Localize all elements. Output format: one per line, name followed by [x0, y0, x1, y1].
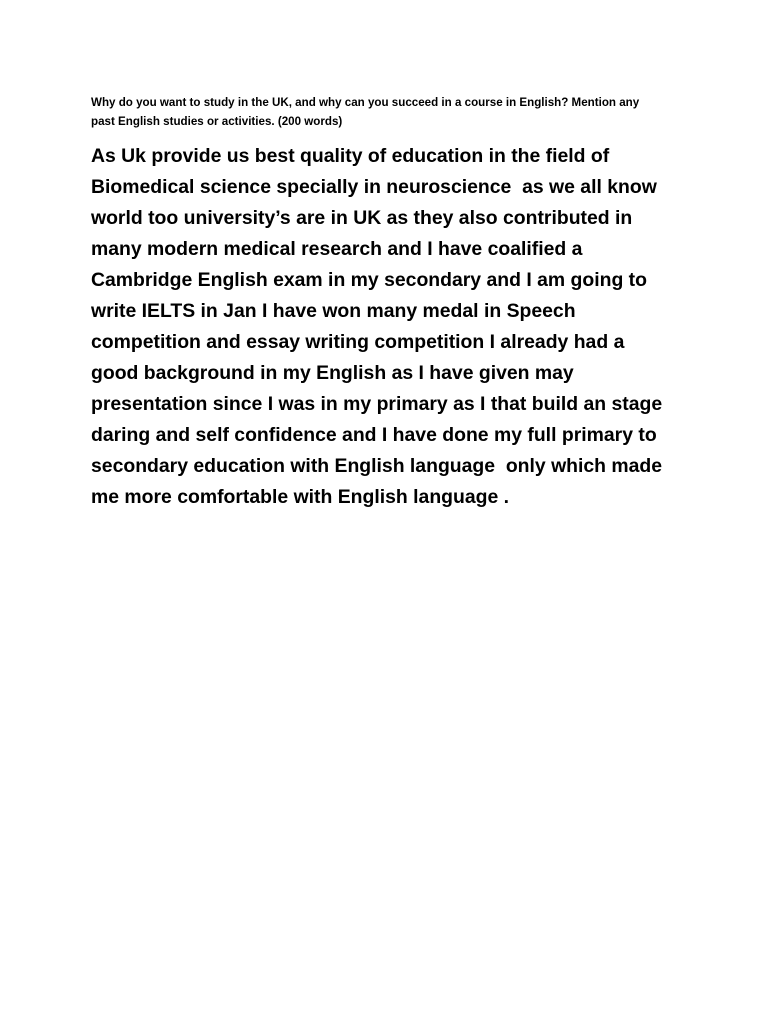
answer-line: world too university’s are in UK as they also contributed in	[91, 207, 633, 229]
answer-line: competition and essay writing competition I already had a	[91, 331, 625, 353]
answer-paragraph	[91, 141, 751, 513]
answer-line: Cambridge English exam in my secondary and I am going to	[91, 269, 647, 291]
answer-line: secondary education with English language only which made	[91, 455, 663, 477]
answer-line: presentation since I was in my primary as I that build an stage	[91, 393, 663, 415]
answer-line: good background in my English as I have given may	[91, 362, 574, 384]
answer-line: write IELTS in Jan I have won many medal in Speech	[91, 300, 576, 322]
question-prompt	[91, 93, 681, 131]
answer-line: me more comfortable with English language .	[91, 486, 510, 508]
question-line: past English studies or activities. (200 words)	[91, 115, 343, 128]
answer-line: As Uk provide us best quality of education in the field of	[91, 145, 610, 167]
answer-line: many modern medical research and I have coalified a	[91, 238, 583, 260]
answer-line: Biomedical science specially in neuroscience as we all know	[91, 176, 657, 198]
question-line: Why do you want to study in the UK, and why can you succeed in a course in English? Mention any	[91, 96, 640, 109]
answer-line: daring and self confidence and I have done my full primary to	[91, 424, 657, 446]
